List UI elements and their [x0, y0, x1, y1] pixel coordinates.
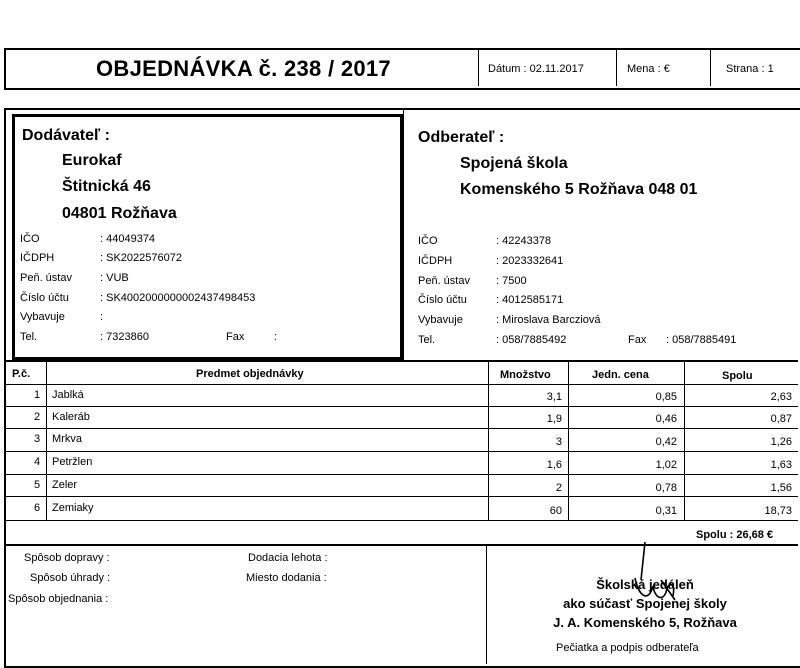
- table-row-rule: [4, 474, 798, 475]
- customer-bank-label: Peň. ústav: [418, 275, 470, 287]
- customer-name: Spojená škola: [460, 155, 568, 172]
- customer-fax-label: Fax: [628, 334, 647, 346]
- customer-account-label: Číslo účtu: [418, 294, 467, 306]
- date-value: 02.11.2017: [529, 63, 584, 75]
- row-item: Kaleráb: [52, 411, 90, 423]
- row-total: 1,63: [770, 459, 792, 471]
- supplier-street: Štitnická 46: [62, 178, 151, 195]
- header-divider: [616, 50, 617, 86]
- footer-divider: [486, 546, 487, 664]
- row-item: Zeler: [52, 479, 78, 491]
- party-divider: [403, 110, 404, 360]
- col-header-no: P.č.: [12, 368, 31, 380]
- table-top-rule: [4, 360, 798, 362]
- col-header-item: Predmet objednávky: [196, 368, 304, 380]
- supplier-city: 04801 Rožňava: [62, 205, 177, 222]
- row-no: 1: [34, 389, 41, 401]
- row-no: 6: [34, 502, 41, 514]
- payment-label: Spôsob úhrady :: [30, 572, 111, 584]
- table-row-rule: [4, 496, 798, 497]
- row-item: Zemiaky: [52, 502, 94, 514]
- supplier-ico-label: IČO: [20, 233, 40, 245]
- customer-fax-value: : 058/7885491: [666, 334, 737, 346]
- customer-icdph-value: : 2023332641: [496, 255, 564, 267]
- customer-contact-value: : Miroslava Barcziová: [496, 314, 601, 326]
- row-total: 2,63: [770, 391, 792, 403]
- page-field: [726, 63, 774, 75]
- customer-ico-value: : 42243378: [496, 235, 552, 247]
- customer-phone-value: : 058/7885492: [496, 334, 567, 346]
- row-price: 0,78: [655, 482, 677, 494]
- header-divider: [710, 50, 711, 86]
- supplier-phone-value: : 7323860: [100, 331, 149, 343]
- row-price: 1,02: [655, 459, 677, 471]
- date-label: Dátum :: [488, 63, 527, 75]
- supplier-account-value: : SK4002000000002437498453: [100, 292, 256, 304]
- row-qty: 2: [555, 482, 562, 494]
- row-qty: 1,6: [546, 459, 562, 471]
- row-total: 1,26: [770, 436, 792, 448]
- table-row-rule: [4, 428, 798, 429]
- row-no: 4: [34, 456, 41, 468]
- row-price: 0,85: [655, 391, 677, 403]
- row-item: Jablká: [52, 389, 84, 401]
- supplier-bank-value: : VUB: [100, 272, 129, 284]
- table-row-rule: [4, 451, 798, 452]
- order-total: [696, 529, 773, 541]
- row-qty: 3: [555, 436, 562, 448]
- table-bottom-rule: [4, 520, 798, 521]
- supplier-phone-label: Tel.: [20, 331, 38, 343]
- supplier-name: Eurokaf: [62, 152, 122, 169]
- supplier-contact-value: :: [100, 311, 104, 323]
- date-field: [488, 63, 584, 75]
- row-total: 18,73: [764, 505, 792, 517]
- supplier-contact-label: Vybavuje: [20, 311, 65, 323]
- currency-field: [627, 63, 670, 75]
- row-qty: 3,1: [546, 391, 562, 403]
- customer-account-value: : 4012585171: [496, 294, 564, 306]
- row-no: 2: [34, 411, 41, 423]
- page-label: Strana :: [726, 63, 765, 75]
- delivery-place-label: Miesto dodania :: [246, 572, 327, 584]
- table-header-rule: [4, 384, 798, 385]
- currency-value: €: [663, 63, 670, 75]
- customer-phone-label: Tel.: [418, 334, 436, 346]
- table-row-rule: [4, 406, 798, 407]
- row-price: 0,31: [655, 505, 677, 517]
- row-price: 0,46: [655, 413, 677, 425]
- table-col-rule: [684, 362, 685, 520]
- supplier-fax-label: Fax: [226, 331, 245, 343]
- supplier-icdph-value: : SK2022576072: [100, 252, 182, 264]
- col-header-total: Spolu: [722, 370, 753, 382]
- row-no: 3: [34, 433, 41, 445]
- delivery-time-label: Dodacia lehota :: [248, 552, 328, 564]
- supplier-bank-label: Peň. ústav: [20, 272, 72, 284]
- row-qty: 1,9: [546, 413, 562, 425]
- ordering-label: Spôsob objednania :: [8, 593, 109, 605]
- currency-label: Mena :: [627, 63, 661, 75]
- stamp-line: ako súčasť Spojenej školy: [563, 596, 727, 611]
- row-qty: 60: [549, 505, 562, 517]
- customer-bank-value: : 7500: [496, 275, 527, 287]
- page-value: 1: [767, 63, 774, 75]
- signature-caption: Pečiatka a podpis odberateľa: [556, 642, 699, 654]
- row-no: 5: [34, 479, 41, 491]
- table-col-rule: [488, 362, 489, 520]
- transport-label: Spôsob dopravy :: [24, 552, 110, 564]
- customer-contact-label: Vybavuje: [418, 314, 463, 326]
- supplier-account-label: Číslo účtu: [20, 292, 69, 304]
- supplier-title: Dodávateľ :: [22, 127, 110, 144]
- customer-ico-label: IČO: [418, 235, 438, 247]
- customer-icdph-label: IČDPH: [418, 255, 453, 267]
- row-item: Petržlen: [52, 456, 93, 468]
- header-divider: [478, 50, 479, 86]
- table-col-rule: [568, 362, 569, 520]
- supplier-panel: [12, 114, 403, 360]
- customer-title: Odberateľ :: [418, 129, 505, 146]
- total-value: 26,68 €: [736, 529, 774, 541]
- supplier-fax-value: :: [274, 331, 278, 343]
- supplier-icdph-label: IČDPH: [20, 252, 55, 264]
- total-label: Spolu :: [696, 529, 734, 541]
- order-title: OBJEDNÁVKA č. 238 / 2017: [96, 56, 391, 81]
- school-stamp: [520, 575, 770, 632]
- table-col-rule: [46, 362, 47, 520]
- stamp-line: J. A. Komenského 5, Rožňava: [553, 615, 737, 630]
- col-header-price: Jedn. cena: [592, 369, 649, 381]
- row-total: 0,87: [770, 413, 792, 425]
- col-header-qty: Množstvo: [500, 369, 551, 381]
- row-total: 1,56: [770, 482, 792, 494]
- row-item: Mrkva: [52, 433, 82, 445]
- stamp-line: Školská jedáleň: [596, 577, 694, 592]
- customer-address: Komenského 5 Rožňava 048 01: [460, 181, 698, 198]
- row-price: 0,42: [655, 436, 677, 448]
- supplier-ico-value: : 44049374: [100, 233, 156, 245]
